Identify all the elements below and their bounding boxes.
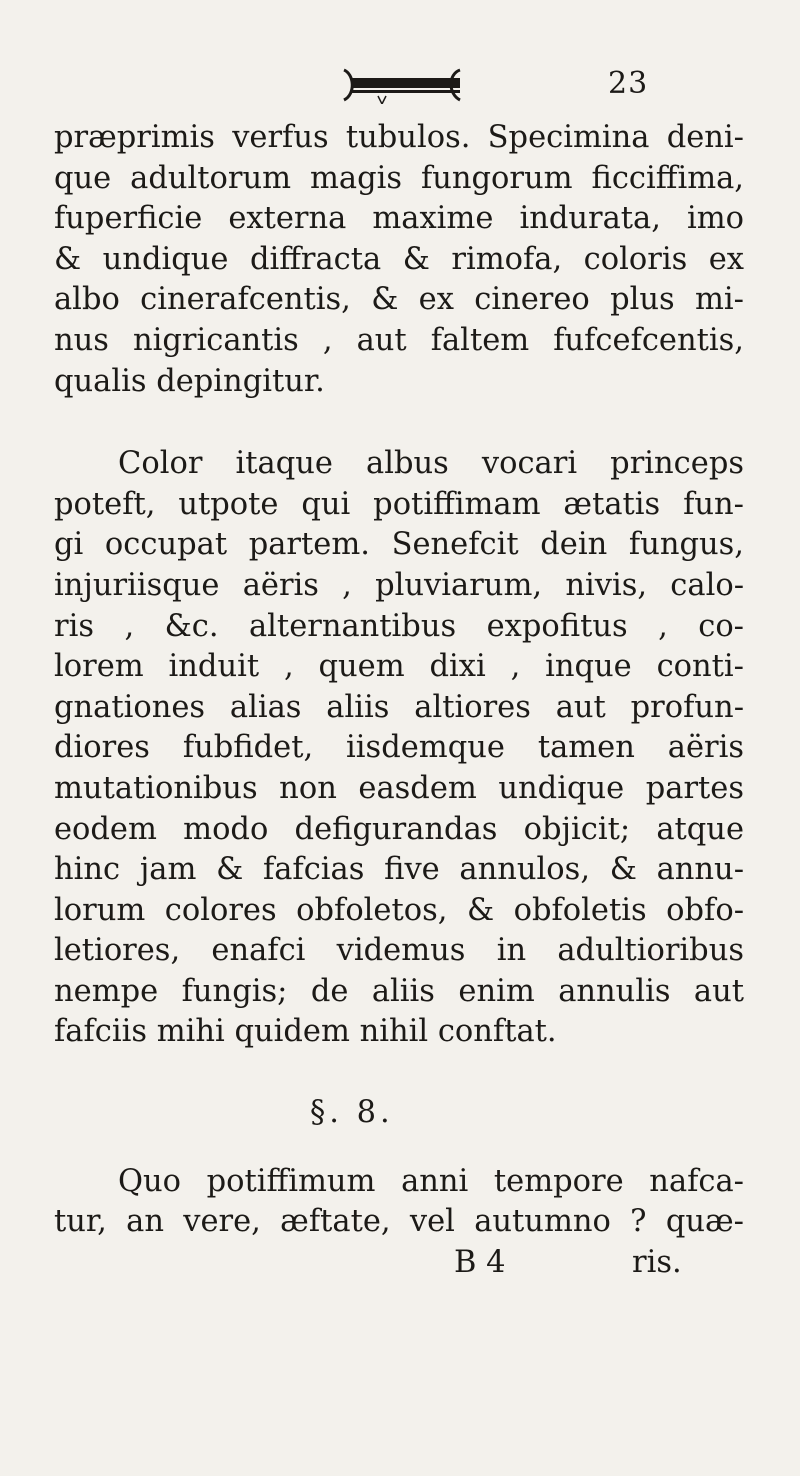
paragraph <box>54 118 744 402</box>
text-line: lorem induit , quem dixi , inque conti- <box>54 649 744 685</box>
text-line: diores fubfidet, iisdemque tamen aëris <box>54 730 744 766</box>
text-line: nus nigricantis , aut faltem fufcefcentis, <box>54 322 744 358</box>
page-header <box>0 60 800 104</box>
text-line: fuperficie externa maxime indurata, imo <box>54 201 744 237</box>
text-line: mutationibus non easdem undique partes <box>54 770 744 806</box>
text-line: nempe fungis; de aliis enim annulis aut <box>54 973 744 1009</box>
text-line: qualis depingitur. <box>54 363 325 399</box>
text-line: præprimis verfus tubulos. Specimina deni- <box>54 120 744 155</box>
catchword: ris. <box>632 1244 682 1280</box>
text-line: albo cinerafcentis, & ex cinereo plus mi- <box>54 282 744 318</box>
text-line: tur, an vere, æftate, vel autumno ? quæ- <box>54 1204 744 1240</box>
text-line: hinc jam & fafcias five annulos, & annu- <box>54 852 744 888</box>
main-text <box>54 118 744 1283</box>
text-line: gnationes alias aliis altiores aut profun- <box>54 689 744 725</box>
text-line: & undique diffracta & rimofa, coloris ex <box>54 241 744 277</box>
text-line: letiores, enafci videmus in adultioribus <box>54 933 744 969</box>
section-heading: §. 8. <box>310 1095 394 1131</box>
text-line: fafciis mihi quidem nihil conftat. <box>54 1014 557 1050</box>
text-line: ris , &c. alternantibus expofitus , co- <box>54 608 744 644</box>
text-line: poteft, utpote qui potiffimam ætatis fun- <box>54 486 744 522</box>
text-line: lorum colores obfoletos, & obfoletis obfo- <box>54 892 744 928</box>
printer-ornament-icon <box>338 64 488 104</box>
text-line: injuriisque aëris , pluviarum, nivis, calo- <box>54 567 744 603</box>
page-footer <box>54 1243 744 1284</box>
text-line: que adultorum magis fungorum ficciffima, <box>54 160 744 196</box>
text-line: Quo potiffimum anni tempore nafca- <box>118 1163 744 1199</box>
text-line: eodem modo defigurandas objicit; atque <box>54 811 744 847</box>
signature-mark: B 4 <box>454 1244 506 1280</box>
paragraph <box>54 1162 744 1243</box>
paragraph <box>54 444 744 1053</box>
page-number: 23 <box>608 66 649 101</box>
text-line: gi occupat partem. Senefcit dein fungus, <box>54 527 744 563</box>
paragraph-gap <box>54 402 744 444</box>
text-line: Color itaque albus vocari princeps <box>118 446 744 482</box>
